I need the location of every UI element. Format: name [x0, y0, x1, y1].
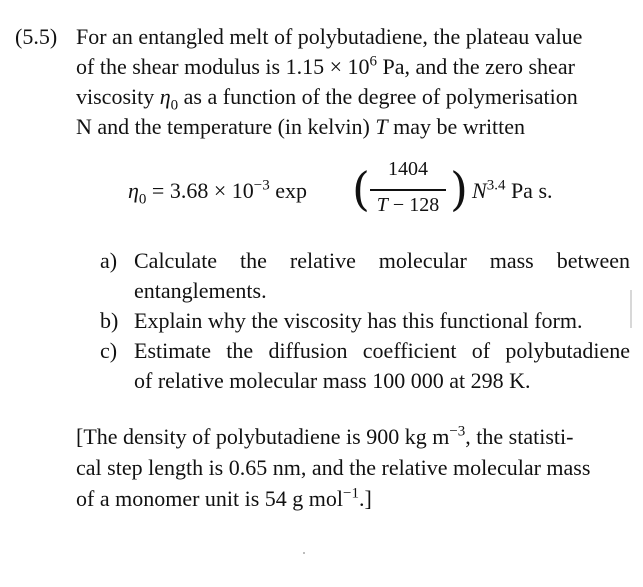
density-exponent: −3	[449, 423, 466, 440]
part-b	[100, 306, 630, 336]
modulus-exponent: 6	[369, 53, 377, 70]
part-b-line-1: Explain why the viscosity has this functional form.	[134, 308, 583, 333]
statement-line-4-text: N and the temperature (in kelvin)	[76, 114, 376, 139]
statement-line-4	[76, 112, 626, 142]
note-line-2	[76, 452, 624, 483]
statement-line-3-text: viscosity	[76, 84, 160, 109]
part-a-text	[134, 246, 630, 306]
equation-units: Pa s.	[505, 178, 553, 203]
fraction-bar	[370, 189, 446, 191]
problem-number: (5.5)	[15, 24, 58, 49]
statement-line-4-tail: may be written	[387, 114, 526, 139]
equation-left-side	[128, 177, 307, 208]
equation-right-side	[472, 178, 553, 204]
viscosity-subscript: 0	[170, 97, 179, 114]
viscosity-symbol: η	[159, 84, 171, 109]
problem-statement	[76, 22, 626, 142]
part-b-text	[134, 306, 630, 336]
part-c-text	[134, 336, 630, 396]
note-line-1-start: [The density of polybutadiene is 900 kg m	[76, 424, 450, 449]
data-note	[76, 421, 624, 514]
part-c-line-1: Estimate the diffusion coefficient of polybutadiene	[134, 338, 630, 363]
right-parenthesis: )	[450, 162, 468, 216]
equation-exp-function: exp	[269, 178, 307, 203]
part-a	[100, 246, 630, 306]
denominator-offset: − 128	[387, 194, 440, 216]
scan-artifact-line	[630, 290, 632, 328]
equation-eta-subscript: 0	[138, 191, 147, 208]
fraction-numerator: 1404	[388, 158, 428, 180]
part-c	[100, 336, 630, 396]
note-line-2-text: cal step length is 0.65 nm, and the relative molecular mass	[76, 455, 591, 480]
note-line-3-start: of a monomer unit is 54 g mol	[76, 486, 344, 511]
statement-line-2-text: of the shear modulus is 1.15 × 10	[76, 54, 370, 79]
equation-coefficient: = 3.68 × 10	[146, 178, 254, 203]
left-parenthesis: (	[352, 162, 370, 216]
note-line-3	[76, 483, 624, 514]
molar-mass-exponent: −1	[343, 485, 359, 502]
scan-artifact-dot	[303, 552, 305, 554]
statement-line-3-tail: as a function of the degree of polymerisation	[178, 84, 578, 109]
equation-coefficient-exponent: −3	[253, 177, 270, 194]
equation-n-variable: N	[472, 178, 487, 203]
temperature-symbol: T	[375, 114, 388, 139]
question-parts	[100, 246, 630, 396]
denominator-temperature: T	[376, 194, 388, 216]
statement-line-2	[76, 52, 626, 82]
statement-line-3	[76, 82, 626, 112]
statement-line-2-tail: Pa, and the zero shear	[377, 54, 575, 79]
part-c-label: c)	[100, 338, 118, 363]
note-line-1	[76, 421, 624, 452]
part-a-line-2: entanglements.	[134, 278, 267, 303]
part-c-line-2: of relative molecular mass 100 000 at 298 K.	[134, 368, 531, 393]
fraction-denominator	[368, 194, 448, 217]
part-b-label: b)	[100, 308, 119, 333]
statement-line-1-text: For an entangled melt of polybutadiene, the plateau value	[76, 24, 583, 49]
note-line-1-end: , the statisti-	[465, 424, 574, 449]
equation-eta: η	[128, 178, 139, 203]
statement-line-1	[76, 22, 626, 52]
part-a-label: a)	[100, 248, 118, 273]
part-a-line-1: Calculate the relative molecular mass between	[134, 248, 630, 273]
note-line-3-end: .]	[359, 486, 372, 511]
equation-n-exponent: 3.4	[486, 177, 506, 194]
